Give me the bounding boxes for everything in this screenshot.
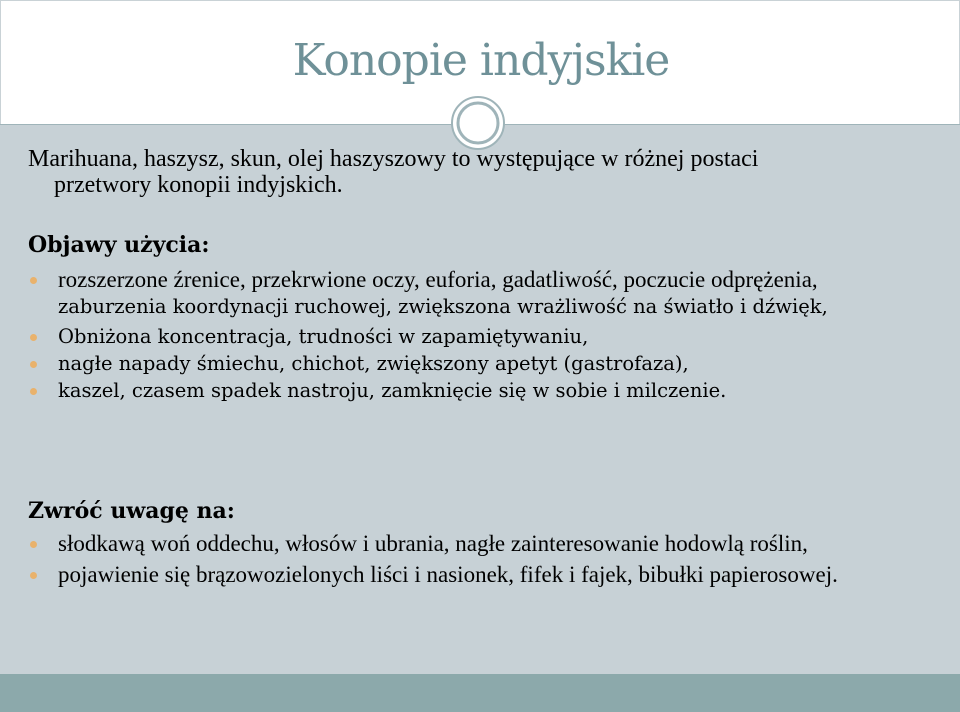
bullet-icon [30, 572, 37, 579]
bullet-icon [30, 277, 37, 284]
attention-list [28, 530, 918, 588]
bullet-icon [30, 541, 37, 548]
bullet-icon [30, 334, 37, 341]
list-item: Obniżona koncentracja, trudności w zapamiętywaniu, [28, 323, 858, 350]
intro-line-1: Marihuana, haszysz, skun, olej haszyszowy to występujące w różnej postaci [28, 146, 759, 172]
heading-symptoms: Objawy użycia: [28, 232, 210, 258]
list-item: słodkawą woń oddechu, włosów i ubrania, nagłe zainteresowanie hodowlą roślin, [28, 530, 918, 557]
bottom-strip [0, 674, 960, 712]
slide-title: Konopie indyjskie [292, 35, 670, 86]
list-item: zaburzenia koordynacji ruchowej, zwiększona wrażliwość na światło i dźwięk, [58, 295, 828, 318]
list-item: rozszerzone źrenice, przekrwione oczy, euforia, gadatliwość, poczucie odprężenia, [28, 266, 858, 293]
symptoms-list [28, 266, 858, 404]
bullet-icon [30, 361, 37, 368]
heading-attention: Zwróć uwagę na: [28, 498, 235, 524]
list-item: nagłe napady śmiechu, chichot, zwiększony apetyt (gastrofaza), [28, 350, 858, 377]
list-item: pojawienie się brązowozielonych liści i nasionek, fifek i fajek, bibułki papierosowej. [28, 561, 918, 588]
list-item: kaszel, czasem spadek nastroju, zamknięcie się w sobie i milczenie. [28, 377, 858, 404]
divider-medallion-icon [450, 95, 506, 151]
intro-line-2: przetwory konopii indyjskich. [54, 172, 343, 198]
bullet-icon [30, 388, 37, 395]
